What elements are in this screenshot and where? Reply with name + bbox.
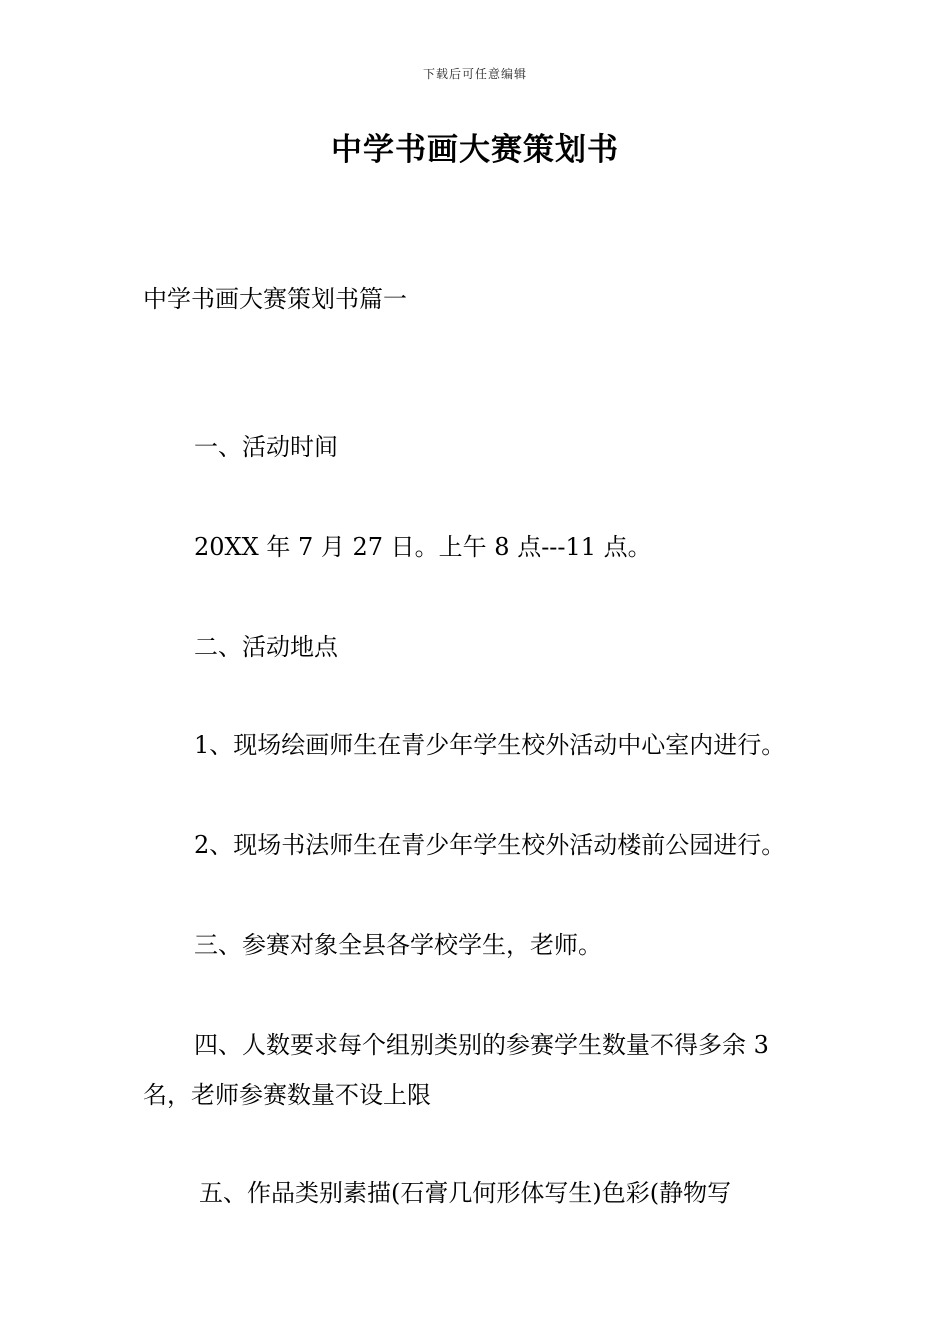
paragraph-activity-time: 20XX 年 7 月 27 日。上午 8 点---11 点。 <box>194 533 652 561</box>
download-note: 下载后可任意编辑 <box>422 67 527 81</box>
paragraph-activity-time-heading: 一、活动时间 <box>194 433 338 461</box>
paragraph-participants: 三、参赛对象全县各学校学生，老师。 <box>194 931 602 959</box>
section-heading: 中学书画大赛策划书篇一 <box>143 285 407 313</box>
paragraph-location-calligraphy: 2、现场书法师生在青少年学生校外活动楼前公园进行。 <box>194 831 786 859</box>
paragraph-headcount-line2: 名，老师参赛数量不设上限 <box>143 1081 431 1109</box>
paragraph-work-categories: 五、作品类别素描(石膏几何形体写生)色彩(静物写 <box>199 1179 732 1207</box>
paragraph-activity-location-heading: 二、活动地点 <box>194 633 338 661</box>
document-title: 中学书画大赛策划书 <box>331 132 619 168</box>
paragraph-headcount-line1: 四、人数要求每个组别类别的参赛学生数量不得多余 3 <box>194 1031 769 1059</box>
paragraph-location-painting: 1、现场绘画师生在青少年学生校外活动中心室内进行。 <box>194 731 786 759</box>
